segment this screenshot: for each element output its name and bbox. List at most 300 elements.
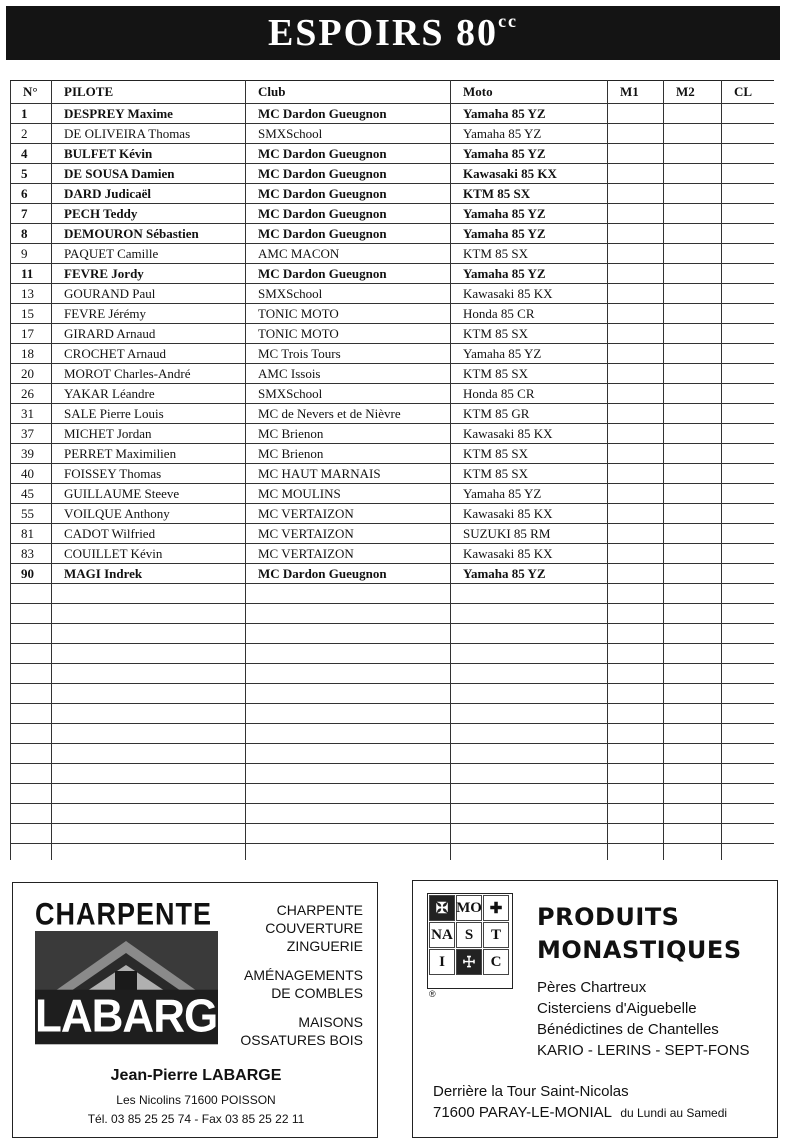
cell-m2 — [664, 504, 722, 524]
cell-empty — [11, 764, 52, 784]
cell-pilote: FOISSEY Thomas — [52, 464, 246, 484]
cell-number: 90 — [11, 564, 52, 584]
cell-pilote: FEVRE Jordy — [52, 264, 246, 284]
table-row — [11, 104, 775, 124]
cell-number: 18 — [11, 344, 52, 364]
cell-m2 — [664, 204, 722, 224]
cell-m1 — [608, 284, 664, 304]
cell-club: AMC Issois — [246, 364, 451, 384]
cell-empty — [11, 744, 52, 764]
cell-empty — [246, 824, 451, 844]
cell-club: MC Trois Tours — [246, 344, 451, 364]
cell-empty — [52, 824, 246, 844]
cell-club: SMXSchool — [246, 284, 451, 304]
cell-empty — [451, 584, 608, 604]
cell-m1 — [608, 524, 664, 544]
table-row-empty — [11, 844, 775, 861]
cell-number: 5 — [11, 164, 52, 184]
cell-number: 20 — [11, 364, 52, 384]
logo-cell: S — [456, 922, 482, 948]
cell-club: TONIC MOTO — [246, 324, 451, 344]
table-row — [11, 244, 775, 264]
advertisement-labarge — [12, 882, 378, 1138]
cell-empty — [246, 624, 451, 644]
cell-empty — [608, 644, 664, 664]
cell-m1 — [608, 484, 664, 504]
entries-table-container — [10, 80, 774, 860]
cell-empty — [608, 624, 664, 644]
cell-pilote: DE SOUSA Damien — [52, 164, 246, 184]
cell-empty — [664, 584, 722, 604]
cell-cl — [722, 284, 775, 304]
cell-empty — [246, 644, 451, 664]
cell-empty — [722, 744, 775, 764]
cell-empty — [246, 844, 451, 861]
service-item: CHARPENTE — [276, 902, 363, 918]
cell-empty — [52, 784, 246, 804]
page-title-superscript: cc — [498, 11, 519, 32]
labarge-owner-name: Jean-Pierre LABARGE — [110, 1067, 282, 1084]
column-header-m1: M1 — [608, 81, 664, 104]
cell-moto: KTM 85 SX — [451, 364, 608, 384]
logo-cell: MO — [456, 895, 482, 921]
cell-empty — [11, 584, 52, 604]
table-row — [11, 364, 775, 384]
page-title-banner — [6, 6, 780, 60]
cell-moto: Yamaha 85 YZ — [451, 484, 608, 504]
cell-empty — [608, 684, 664, 704]
cell-moto: Yamaha 85 YZ — [451, 224, 608, 244]
cell-cl — [722, 424, 775, 444]
cell-pilote: FEVRE Jérémy — [52, 304, 246, 324]
table-row-empty — [11, 764, 775, 784]
cell-empty — [722, 604, 775, 624]
labarge-brand-name: LABARGE — [35, 990, 218, 1045]
cell-club: MC Brienon — [246, 444, 451, 464]
cell-empty — [451, 704, 608, 724]
cell-moto: Kawasaki 85 KX — [451, 284, 608, 304]
cell-pilote: GUILLAUME Steeve — [52, 484, 246, 504]
cell-club: MC Dardon Gueugnon — [246, 204, 451, 224]
table-row-empty — [11, 824, 775, 844]
table-row — [11, 384, 775, 404]
cell-m1 — [608, 224, 664, 244]
cell-empty — [451, 684, 608, 704]
table-row-empty — [11, 704, 775, 724]
cell-m2 — [664, 304, 722, 324]
page-title-text: ESPOIRS 80 — [267, 12, 499, 54]
registered-mark: ® — [429, 989, 436, 999]
order-item: Cisterciens d'Aiguebelle — [537, 1000, 697, 1017]
cell-m2 — [664, 444, 722, 464]
labarge-services-list — [223, 901, 363, 1049]
cell-m2 — [664, 184, 722, 204]
cell-empty — [246, 704, 451, 724]
cell-empty — [451, 764, 608, 784]
column-header-number: N° — [11, 81, 52, 104]
cell-number: 17 — [11, 324, 52, 344]
cell-m1 — [608, 164, 664, 184]
cell-empty — [722, 824, 775, 844]
monastic-title — [537, 901, 767, 967]
monastic-location — [433, 1081, 773, 1124]
cell-empty — [451, 624, 608, 644]
cell-club: MC Dardon Gueugnon — [246, 564, 451, 584]
cell-club: AMC MACON — [246, 244, 451, 264]
cell-pilote: BULFET Kévin — [52, 144, 246, 164]
cell-moto: Kawasaki 85 KX — [451, 424, 608, 444]
labarge-contact — [13, 1091, 379, 1129]
cell-m2 — [664, 364, 722, 384]
cell-pilote: MAGI Indrek — [52, 564, 246, 584]
cell-m2 — [664, 124, 722, 144]
table-row — [11, 124, 775, 144]
cell-empty — [52, 724, 246, 744]
cell-empty — [664, 824, 722, 844]
table-row — [11, 484, 775, 504]
cell-empty — [11, 604, 52, 624]
cell-pilote: PAQUET Camille — [52, 244, 246, 264]
cell-empty — [722, 624, 775, 644]
cell-number: 4 — [11, 144, 52, 164]
table-row-empty — [11, 804, 775, 824]
cell-empty — [246, 584, 451, 604]
cell-empty — [664, 844, 722, 861]
cell-cl — [722, 524, 775, 544]
cell-pilote: CROCHET Arnaud — [52, 344, 246, 364]
table-row-empty — [11, 664, 775, 684]
cell-empty — [246, 664, 451, 684]
cell-m1 — [608, 324, 664, 344]
cell-club: MC HAUT MARNAIS — [246, 464, 451, 484]
cell-empty — [11, 844, 52, 861]
cell-m1 — [608, 264, 664, 284]
cell-cl — [722, 164, 775, 184]
cell-empty — [52, 844, 246, 861]
advertisement-produits-monastiques — [412, 880, 778, 1138]
cell-moto: Yamaha 85 YZ — [451, 204, 608, 224]
cell-empty — [664, 744, 722, 764]
cell-cl — [722, 504, 775, 524]
cell-empty — [664, 764, 722, 784]
cell-m1 — [608, 404, 664, 424]
cell-m1 — [608, 564, 664, 584]
cell-m2 — [664, 464, 722, 484]
table-row — [11, 424, 775, 444]
cell-empty — [722, 684, 775, 704]
cell-empty — [451, 644, 608, 664]
cell-number: 2 — [11, 124, 52, 144]
table-row — [11, 184, 775, 204]
table-header-row — [11, 81, 775, 104]
cell-number: 9 — [11, 244, 52, 264]
cell-moto: Honda 85 CR — [451, 384, 608, 404]
cell-m2 — [664, 144, 722, 164]
cell-number: 39 — [11, 444, 52, 464]
cell-club: MC VERTAIZON — [246, 504, 451, 524]
cell-club: SMXSchool — [246, 384, 451, 404]
cell-m2 — [664, 524, 722, 544]
cell-number: 7 — [11, 204, 52, 224]
monastic-hours: du Lundi au Samedi — [620, 1106, 728, 1120]
cell-pilote: DESPREY Maxime — [52, 104, 246, 124]
cell-empty — [11, 684, 52, 704]
cell-cl — [722, 344, 775, 364]
cell-cl — [722, 384, 775, 404]
cell-m1 — [608, 364, 664, 384]
cell-cl — [722, 444, 775, 464]
column-header-moto: Moto — [451, 81, 608, 104]
cell-cl — [722, 564, 775, 584]
table-row-empty — [11, 744, 775, 764]
cell-m2 — [664, 424, 722, 444]
cell-empty — [246, 724, 451, 744]
table-row — [11, 544, 775, 564]
cell-m1 — [608, 344, 664, 364]
cell-empty — [722, 724, 775, 744]
table-row-empty — [11, 684, 775, 704]
monastic-location-line2 — [433, 1102, 773, 1124]
table-row — [11, 444, 775, 464]
cell-cl — [722, 184, 775, 204]
cell-number: 6 — [11, 184, 52, 204]
cell-m2 — [664, 384, 722, 404]
labarge-address: Les Nicolins 71600 POISSON — [116, 1093, 276, 1107]
cell-pilote: MOROT Charles-André — [52, 364, 246, 384]
cell-club: MC Dardon Gueugnon — [246, 264, 451, 284]
cell-empty — [608, 744, 664, 764]
cell-m2 — [664, 164, 722, 184]
cell-moto: KTM 85 GR — [451, 404, 608, 424]
logo-cell: NA — [429, 922, 455, 948]
cell-m1 — [608, 544, 664, 564]
cell-pilote: DEMOURON Sébastien — [52, 224, 246, 244]
order-item: KARIO - LERINS - SEPT-FONS — [537, 1042, 750, 1059]
cell-empty — [664, 644, 722, 664]
table-row-empty — [11, 784, 775, 804]
cell-m2 — [664, 404, 722, 424]
cell-empty — [608, 784, 664, 804]
cell-m2 — [664, 544, 722, 564]
cell-empty — [11, 804, 52, 824]
cell-moto: Honda 85 CR — [451, 304, 608, 324]
page-title — [268, 11, 518, 55]
labarge-brand-top: CHARPENTE — [35, 897, 213, 932]
table-row — [11, 344, 775, 364]
cell-club: MC MOULINS — [246, 484, 451, 504]
cell-number: 11 — [11, 264, 52, 284]
cell-moto: KTM 85 SX — [451, 324, 608, 344]
cell-pilote: GOURAND Paul — [52, 284, 246, 304]
table-row — [11, 324, 775, 344]
monastic-title-line2: MONASTIQUES — [537, 936, 742, 964]
table-row — [11, 404, 775, 424]
table-row — [11, 204, 775, 224]
cell-club: SMXSchool — [246, 124, 451, 144]
cell-empty — [52, 764, 246, 784]
cell-m1 — [608, 504, 664, 524]
cell-cl — [722, 464, 775, 484]
column-header-cl: CL — [722, 81, 775, 104]
service-item: DE COMBLES — [271, 985, 363, 1001]
entries-table-body — [11, 104, 775, 861]
cell-cl — [722, 484, 775, 504]
cell-moto: Kawasaki 85 KX — [451, 544, 608, 564]
cell-empty — [664, 664, 722, 684]
cell-moto: Yamaha 85 YZ — [451, 264, 608, 284]
cell-number: 31 — [11, 404, 52, 424]
cell-club: MC Dardon Gueugnon — [246, 144, 451, 164]
logo-cell: ✠ — [429, 895, 455, 921]
table-row — [11, 504, 775, 524]
table-row — [11, 524, 775, 544]
cell-m2 — [664, 284, 722, 304]
cell-moto: Yamaha 85 YZ — [451, 124, 608, 144]
cell-empty — [722, 764, 775, 784]
cell-empty — [451, 804, 608, 824]
cell-m1 — [608, 444, 664, 464]
cell-number: 26 — [11, 384, 52, 404]
cell-m2 — [664, 324, 722, 344]
cell-cl — [722, 544, 775, 564]
cell-empty — [52, 684, 246, 704]
cell-m1 — [608, 104, 664, 124]
cell-empty — [664, 684, 722, 704]
cell-moto: KTM 85 SX — [451, 184, 608, 204]
cell-number: 1 — [11, 104, 52, 124]
cell-m2 — [664, 264, 722, 284]
cell-empty — [664, 784, 722, 804]
service-item: COUVERTURE — [265, 920, 363, 936]
cell-number: 55 — [11, 504, 52, 524]
cell-number: 45 — [11, 484, 52, 504]
cell-empty — [722, 704, 775, 724]
monastic-city: 71600 PARAY-LE-MONIAL — [433, 1104, 612, 1121]
cell-empty — [52, 644, 246, 664]
cell-empty — [11, 644, 52, 664]
cell-m1 — [608, 304, 664, 324]
cell-empty — [246, 684, 451, 704]
cell-moto: Kawasaki 85 KX — [451, 504, 608, 524]
cell-club: MC Dardon Gueugnon — [246, 224, 451, 244]
table-row — [11, 264, 775, 284]
cell-m2 — [664, 224, 722, 244]
cell-empty — [608, 844, 664, 861]
monastic-title-line1: PRODUITS — [537, 903, 680, 931]
cell-m1 — [608, 144, 664, 164]
column-header-m2: M2 — [664, 81, 722, 104]
cell-empty — [52, 664, 246, 684]
cell-empty — [52, 744, 246, 764]
cell-empty — [722, 804, 775, 824]
logo-cell: C — [483, 949, 509, 975]
cell-moto: SUZUKI 85 RM — [451, 524, 608, 544]
cell-m2 — [664, 244, 722, 264]
monastic-logo-icon — [427, 893, 513, 989]
cell-empty — [246, 804, 451, 824]
cell-empty — [722, 584, 775, 604]
cell-empty — [608, 824, 664, 844]
cell-number: 81 — [11, 524, 52, 544]
cell-m1 — [608, 124, 664, 144]
table-row — [11, 164, 775, 184]
cell-m2 — [664, 344, 722, 364]
cell-empty — [246, 764, 451, 784]
cell-empty — [11, 824, 52, 844]
cell-empty — [11, 664, 52, 684]
cell-empty — [52, 804, 246, 824]
cell-empty — [451, 604, 608, 624]
cell-empty — [664, 704, 722, 724]
table-row-empty — [11, 584, 775, 604]
cell-empty — [52, 584, 246, 604]
cell-empty — [11, 624, 52, 644]
table-row-empty — [11, 624, 775, 644]
column-header-pilote: PILOTE — [52, 81, 246, 104]
table-row — [11, 224, 775, 244]
cell-empty — [52, 624, 246, 644]
cell-empty — [451, 744, 608, 764]
cell-pilote: GIRARD Arnaud — [52, 324, 246, 344]
cell-empty — [664, 624, 722, 644]
cell-number: 40 — [11, 464, 52, 484]
entries-table — [10, 80, 774, 860]
cell-moto: Kawasaki 85 KX — [451, 164, 608, 184]
cell-club: MC Dardon Gueugnon — [246, 164, 451, 184]
cell-number: 83 — [11, 544, 52, 564]
cell-m1 — [608, 424, 664, 444]
order-item: Bénédictines de Chantelles — [537, 1021, 719, 1038]
cell-pilote: SALE Pierre Louis — [52, 404, 246, 424]
service-item: ZINGUERIE — [286, 938, 363, 954]
cell-number: 37 — [11, 424, 52, 444]
table-row — [11, 464, 775, 484]
table-row-empty — [11, 724, 775, 744]
cell-empty — [608, 664, 664, 684]
table-row — [11, 304, 775, 324]
cell-club: MC de Nevers et de Nièvre — [246, 404, 451, 424]
cell-empty — [451, 664, 608, 684]
cell-club: MC Brienon — [246, 424, 451, 444]
table-row — [11, 564, 775, 584]
cell-empty — [11, 724, 52, 744]
cell-pilote: DE OLIVEIRA Thomas — [52, 124, 246, 144]
monastic-location-line1: Derrière la Tour Saint-Nicolas — [433, 1083, 629, 1100]
cell-m1 — [608, 244, 664, 264]
cell-cl — [722, 124, 775, 144]
cell-empty — [11, 704, 52, 724]
cell-pilote: CADOT Wilfried — [52, 524, 246, 544]
cell-pilote: PECH Teddy — [52, 204, 246, 224]
cell-club: MC Dardon Gueugnon — [246, 104, 451, 124]
cell-club: MC Dardon Gueugnon — [246, 184, 451, 204]
cell-pilote: DARD Judicaël — [52, 184, 246, 204]
cell-m1 — [608, 184, 664, 204]
cell-pilote: YAKAR Léandre — [52, 384, 246, 404]
cell-moto: Yamaha 85 YZ — [451, 344, 608, 364]
roof-logo-icon — [35, 931, 218, 991]
cell-empty — [246, 744, 451, 764]
cell-cl — [722, 104, 775, 124]
cell-moto: KTM 85 SX — [451, 244, 608, 264]
cell-moto: Yamaha 85 YZ — [451, 564, 608, 584]
cell-cl — [722, 224, 775, 244]
cell-moto: KTM 85 SX — [451, 444, 608, 464]
cell-empty — [608, 604, 664, 624]
cell-empty — [608, 704, 664, 724]
cell-empty — [246, 784, 451, 804]
cell-cl — [722, 144, 775, 164]
